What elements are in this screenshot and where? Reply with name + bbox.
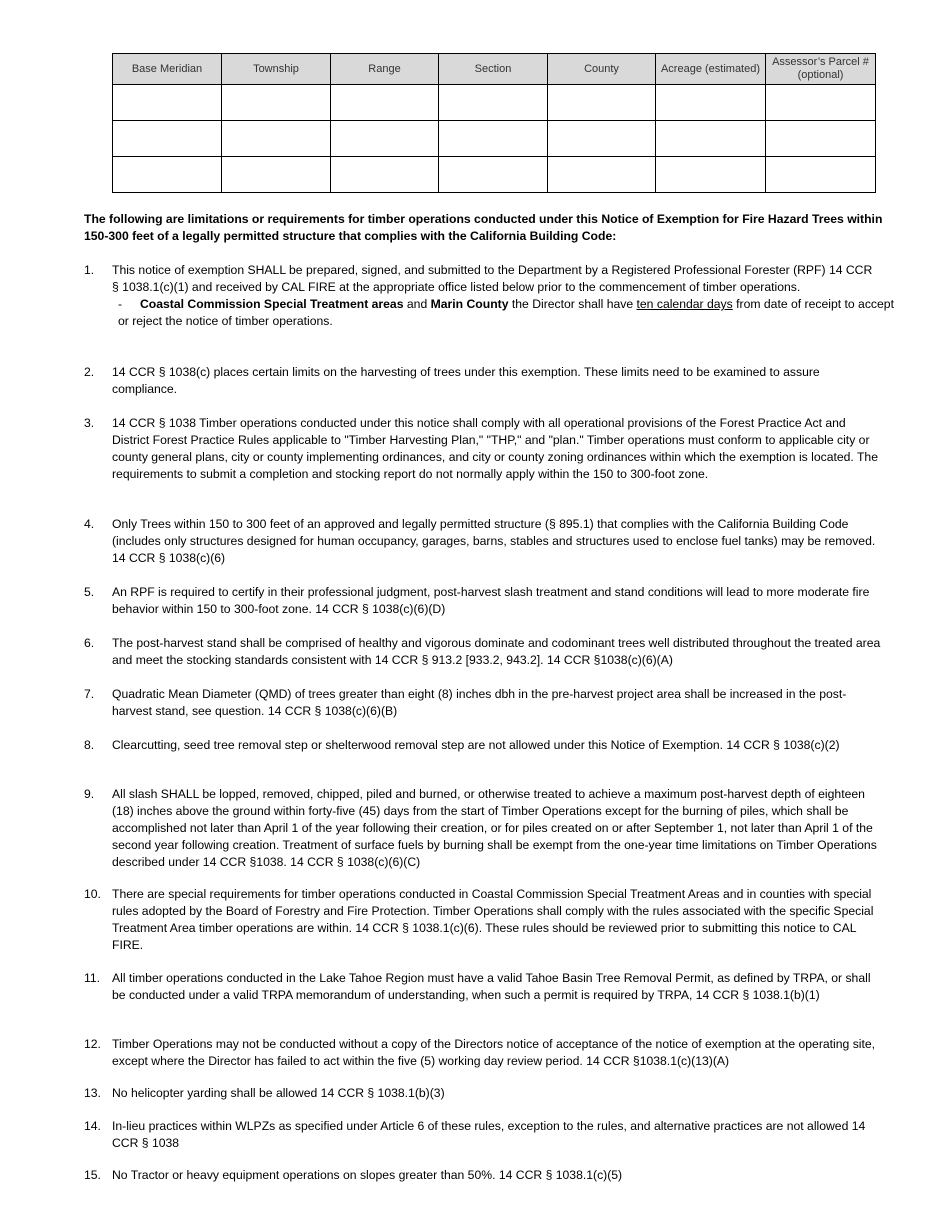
- item-text: All timber operations conducted in the Lake Tahoe Region must have a valid Tahoe Basin Tree Removal Permit, as defined by TRPA, or shall be conducted under a valid TRPA memorandum of understanding, when such a permit is required by TRPA, 14 CCR § 1038.1(b)(1): [112, 971, 871, 1002]
- list-item: [84, 584, 914, 618]
- item-text: This notice of exemption SHALL be prepared, signed, and submitted to the Department by a Registered Professional Forester (RPF) 14 CCR § 1038.1(c)(1) and received by CAL FIRE at the appropriate office listed below prior to the commencement of timber operations.: [112, 263, 873, 294]
- list-item: [84, 786, 914, 871]
- header-county: County: [548, 54, 656, 85]
- list-item: [84, 1085, 914, 1102]
- item-number: 14.: [84, 1119, 101, 1133]
- header-base-meridian: Base Meridian: [113, 54, 222, 85]
- item-number: 12.: [84, 1037, 101, 1051]
- item-number: 3.: [84, 416, 95, 430]
- header-acreage: Acreage (estimated): [656, 54, 766, 85]
- table-cell[interactable]: [113, 121, 222, 157]
- sub-item-bold-coastal: Coastal Commission Special Treatment areas: [140, 297, 404, 311]
- list-item: [84, 635, 914, 669]
- list-item: [84, 737, 914, 754]
- list-item: [84, 1118, 914, 1152]
- header-section: Section: [439, 54, 548, 85]
- item-text: Clearcutting, seed tree removal step or shelterwood removal step are not allowed under this Notice of Exemption. 14 CCR § 1038(c)(2): [112, 738, 840, 752]
- item-number: 15.: [84, 1168, 101, 1182]
- location-table: [112, 53, 876, 193]
- item-number: 10.: [84, 887, 101, 901]
- item-text: No Tractor or heavy equipment operations on slopes greater than 50%. 14 CCR § 1038.1(c)(5): [112, 1168, 623, 1182]
- table-cell[interactable]: [222, 85, 331, 121]
- table-cell[interactable]: [548, 121, 656, 157]
- sub-item-coastal: [84, 296, 914, 330]
- item-number: 8.: [84, 738, 95, 752]
- sub-item-dash: -: [118, 297, 123, 311]
- table-cell[interactable]: [113, 85, 222, 121]
- table-row: [113, 85, 876, 121]
- item-text: Only Trees within 150 to 300 feet of an approved and legally permitted structure (§ 895.1) that complies with the California Building Code (includes only structures designed for human occupancy, garages, barns, stables and structures used to enclose fuel tanks) may be removed. 14 CCR § 1038(c)(6): [112, 517, 876, 565]
- header-parcel: Assessor’s Parcel # (optional): [766, 54, 876, 85]
- list-item: [84, 886, 914, 954]
- item-text: An RPF is required to certify in their professional judgment, post-harvest slash treatment and stand conditions will lead to more moderate fire behavior within 150 to 300-foot zone. 14 CCR § 1038(c)(6)(D): [112, 585, 870, 616]
- table-cell[interactable]: [222, 121, 331, 157]
- table-cell[interactable]: [331, 157, 439, 193]
- item-number: 1.: [84, 263, 95, 277]
- header-range: Range: [331, 54, 439, 85]
- list-item: [84, 364, 914, 398]
- list-item: [84, 1167, 914, 1184]
- list-item: [84, 415, 914, 483]
- item-number: 2.: [84, 365, 95, 379]
- item-text: There are special requirements for timber operations conducted in Coastal Commission Special Treatment Areas and in counties with special rules adopted by the Board of Forestry and Fire Protection. Timber Operations shall comply with the rules associated with the specific Special Treatment Area timber operations are within. 14 CCR § 1038.1(c)(6). These rules should be reviewed prior to submitting this notice to CAL FIRE.: [112, 887, 874, 952]
- table-cell[interactable]: [113, 157, 222, 193]
- requirements-intro: The following are limitations or requirements for timber operations conducted under this Notice of Exemption for Fire Hazard Trees within 150-300 feet of a legally permitted structure that complies with the California Building Code:: [84, 212, 883, 243]
- table-cell[interactable]: [331, 121, 439, 157]
- table-cell[interactable]: [656, 121, 766, 157]
- item-number: 11.: [84, 971, 101, 985]
- sub-item-underlined: ten calendar days: [636, 297, 733, 311]
- item-number: 7.: [84, 687, 95, 701]
- item-text: Quadratic Mean Diameter (QMD) of trees greater than eight (8) inches dbh in the pre-harvest project area shall be increased in the post-harvest stand, see question. 14 CCR § 1038(c)(6)(B): [112, 687, 847, 718]
- table-cell[interactable]: [766, 85, 876, 121]
- list-item: [84, 686, 914, 720]
- item-text: Timber Operations may not be conducted without a copy of the Directors notice of acceptance of the notice of exemption at the operating site, except where the Director has failed to act within the five (5) working day review period. 14 CCR §1038.1(c)(13)(A): [112, 1037, 876, 1068]
- table-cell[interactable]: [439, 121, 548, 157]
- list-item: [84, 970, 914, 1004]
- item-number: 9.: [84, 787, 95, 801]
- header-township: Township: [222, 54, 331, 85]
- item-number: 5.: [84, 585, 95, 599]
- item-text: No helicopter yarding shall be allowed 14 CCR § 1038.1(b)(3): [112, 1086, 445, 1100]
- list-item: [84, 516, 914, 567]
- table-cell[interactable]: [766, 157, 876, 193]
- sub-item-text: from date of receipt to accept: [732, 297, 894, 311]
- item-text: In-lieu practices within WLPZs as specified under Article 6 of these rules, exception to the rules, and alternative practices are not allowed 14 CCR § 1038: [112, 1119, 866, 1150]
- item-number: 4.: [84, 517, 95, 531]
- list-item: [84, 262, 914, 330]
- sub-item-text: and: [403, 297, 431, 311]
- item-number: 13.: [84, 1086, 101, 1100]
- sub-item-line2: or reject the notice of timber operations.: [118, 314, 333, 328]
- table-row: [113, 121, 876, 157]
- table-cell[interactable]: [439, 157, 548, 193]
- table-cell[interactable]: [766, 121, 876, 157]
- table-header-row: [113, 54, 876, 85]
- item-number: 6.: [84, 636, 95, 650]
- table-cell[interactable]: [222, 157, 331, 193]
- item-text: The post-harvest stand shall be comprised of healthy and vigorous dominate and codominant trees well distributed throughout the treated area and meet the stocking standards consistent with 14 CCR § 913.2 [933.2, 943.2]. 14 CCR §1038(c)(6)(A): [112, 636, 881, 667]
- table-cell[interactable]: [656, 85, 766, 121]
- item-text: 14 CCR § 1038(c) places certain limits on the harvesting of trees under this exemption. These limits need to be examined to assure compliance.: [112, 365, 820, 396]
- table-row: [113, 157, 876, 193]
- table-cell[interactable]: [439, 85, 548, 121]
- list-item: [84, 1036, 914, 1070]
- sub-item-bold-marin: Marin County: [430, 297, 509, 311]
- sub-item-text: the Director shall have: [508, 297, 637, 311]
- item-text: 14 CCR § 1038 Timber operations conducted under this notice shall comply with all operational provisions of the Forest Practice Act and District Forest Practice Rules applicable to "Timber Harvesting Plan," "THP," and "plan." Timber operations must conform to applicable city or county general plans, city or county implementing ordinances, and city or county zoning ordinances within which the exemption is located. The requirements to submit a completion and stocking report do not normally apply within the 150 to 300-foot zone.: [112, 416, 878, 481]
- table-cell[interactable]: [548, 85, 656, 121]
- table-cell[interactable]: [656, 157, 766, 193]
- table-cell[interactable]: [548, 157, 656, 193]
- table-cell[interactable]: [331, 85, 439, 121]
- item-text: All slash SHALL be lopped, removed, chipped, piled and burned, or otherwise treated to achieve a maximum post-harvest depth of eighteen (18) inches above the ground within forty-five (45) days from the start of Timber Operations except for the burning of piles, which shall be accomplished not later than April 1 of the year following their creation, or for piles created on or after September 1, not later than April 1 of the second year following creation. Treatment of surface fuels by burning shall be exempt from the one-year time limitations on Timber Operations described under 14 CCR §1038. 14 CCR § 1038(c)(6)(C): [112, 787, 877, 869]
